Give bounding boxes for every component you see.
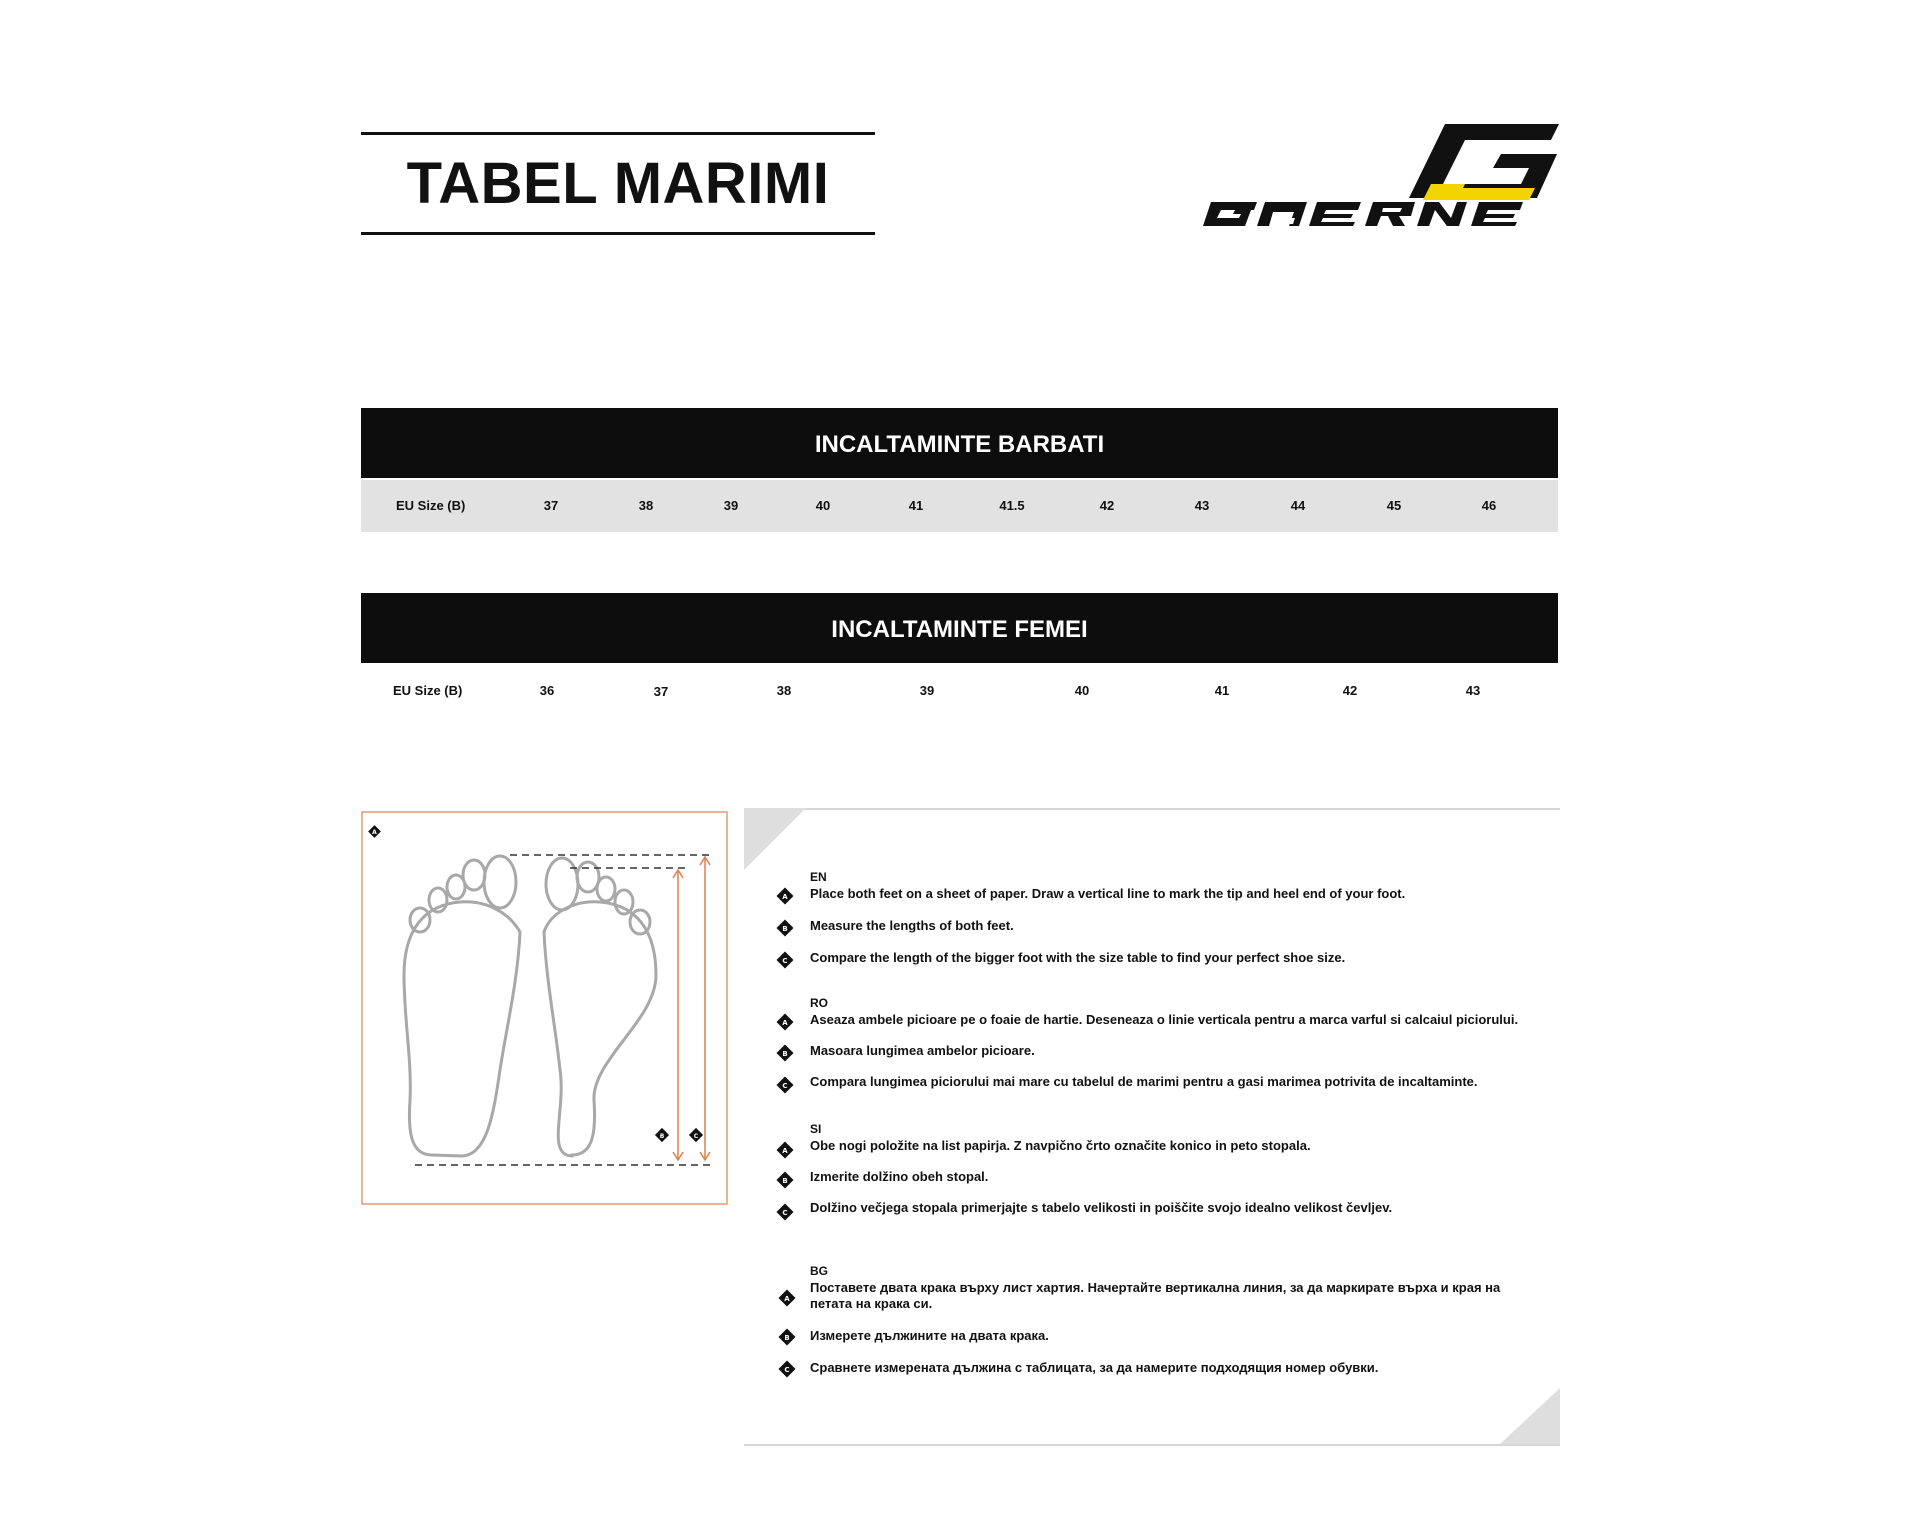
step-marker-a-icon xyxy=(777,1288,797,1308)
men-row-label: EU Size (B) xyxy=(396,498,466,513)
svg-text:A: A xyxy=(784,1295,790,1303)
svg-text:B: B xyxy=(782,1050,788,1058)
svg-text:B: B xyxy=(659,1133,665,1140)
step-text: Compare the length of the bigger foot with the size table to find your perfect shoe size. xyxy=(810,950,1346,965)
men-size-cell: 37 xyxy=(543,498,559,513)
step-text: Измерете дължините на двата крака. xyxy=(810,1328,1049,1343)
step-marker-c-icon xyxy=(775,1075,795,1095)
panel-corner-top-left xyxy=(744,808,806,870)
svg-text:B: B xyxy=(782,925,788,933)
svg-text:A: A xyxy=(782,1019,788,1027)
svg-text:A: A xyxy=(372,829,377,836)
svg-text:B: B xyxy=(784,1334,790,1342)
women-table-header: INCALTAMINTE FEMEI xyxy=(361,593,1558,663)
step-marker-b-icon xyxy=(775,918,795,938)
step-marker-b-icon xyxy=(775,1043,795,1063)
step-marker-c-icon xyxy=(775,950,795,970)
foot-measurement-diagram xyxy=(360,810,730,1206)
instructions-si xyxy=(770,1122,1530,1264)
lang-code: EN xyxy=(810,870,827,884)
women-size-cell: 43 xyxy=(1465,683,1481,698)
men-size-cell: 46 xyxy=(1481,498,1497,513)
right-foot-outline xyxy=(544,858,656,1156)
step-text: Masoara lungimea ambelor picioare. xyxy=(810,1043,1035,1058)
diagram-marker-a xyxy=(368,825,381,838)
svg-text:C: C xyxy=(784,1366,790,1374)
svg-text:C: C xyxy=(782,1209,788,1217)
svg-text:A: A xyxy=(782,893,788,901)
men-size-cell: 42 xyxy=(1099,498,1115,513)
svg-text:A: A xyxy=(782,1147,788,1155)
diagram-frame xyxy=(362,812,727,1204)
svg-text:C: C xyxy=(693,1133,699,1140)
panel-corner-bottom-right xyxy=(1500,1388,1560,1444)
step-marker-a-icon xyxy=(775,1140,795,1160)
men-size-cell: 39 xyxy=(723,498,739,513)
women-size-cell: 39 xyxy=(919,683,935,698)
instructions-list xyxy=(770,870,1530,1394)
men-size-cell: 40 xyxy=(815,498,831,513)
men-size-cell: 41.5 xyxy=(999,498,1025,513)
step-marker-b-icon xyxy=(775,1170,795,1190)
men-table-header: INCALTAMINTE BARBATI xyxy=(361,408,1558,478)
women-size-cell: 42 xyxy=(1342,683,1358,698)
title-top-rule xyxy=(361,132,875,135)
men-size-cell: 43 xyxy=(1194,498,1210,513)
step-text: Place both feet on a sheet of paper. Draw a vertical line to mark the tip and heel end of your foot. xyxy=(810,886,1406,901)
women-size-cell: 41 xyxy=(1214,683,1230,698)
women-size-cell: 36 xyxy=(539,683,555,698)
step-marker-c-icon xyxy=(777,1359,797,1379)
men-size-cell: 38 xyxy=(638,498,654,513)
page-title: TABEL MARIMI xyxy=(406,151,830,216)
step-marker-a-icon xyxy=(775,1012,795,1032)
svg-text:C: C xyxy=(782,1082,788,1090)
instructions-ro xyxy=(770,996,1530,1122)
logo-wordmark xyxy=(1203,202,1523,226)
women-size-cell: 40 xyxy=(1074,683,1090,698)
diagram-marker-c xyxy=(689,1128,703,1142)
instructions-en xyxy=(770,870,1530,996)
step-text: Dolžino večjega stopala primerjajte s tabelo velikosti in poiščite svojo idealno velikost čevljev. xyxy=(810,1200,1393,1215)
left-foot-outline xyxy=(404,856,520,1156)
step-text: Aseaza ambele picioare pe o foaie de hartie. Deseneaza o linie verticala pentru a marca varful si calcaiul piciorului. xyxy=(810,1012,1519,1027)
women-size-row xyxy=(361,665,1558,717)
men-size-cell: 45 xyxy=(1386,498,1402,513)
logo-g-mark xyxy=(1409,124,1559,200)
step-text: Сравнете измерената дължина с таблицата, за да намерите подходящия номер обувки. xyxy=(810,1360,1379,1375)
men-size-cell: 41 xyxy=(908,498,924,513)
step-marker-c-icon xyxy=(775,1202,795,1222)
step-text: Compara lungimea piciorului mai mare cu tabelul de marimi pentru a gasi marimea potrivita de incaltaminte. xyxy=(810,1074,1478,1089)
step-marker-b-icon xyxy=(777,1327,797,1347)
men-size-cell: 44 xyxy=(1290,498,1306,513)
step-text: Поставете двата крака върху лист хартия. Начертайте вертикална линия, за да маркирате върха и края на петата на крака си. xyxy=(810,1280,1501,1311)
women-row-label: EU Size (B) xyxy=(393,683,463,698)
title-bottom-rule xyxy=(361,232,875,235)
svg-text:C: C xyxy=(782,957,788,965)
step-text: Measure the lengths of both feet. xyxy=(810,918,1014,933)
lang-code: SI xyxy=(810,1122,822,1136)
diagram-marker-b xyxy=(655,1128,669,1142)
step-marker-a-icon xyxy=(775,886,795,906)
step-text: Izmerite dolžino obeh stopal. xyxy=(810,1169,989,1184)
men-size-row xyxy=(361,480,1558,532)
instructions-bg xyxy=(770,1264,1530,1394)
women-size-cell: 38 xyxy=(776,683,792,698)
gaerne-logo xyxy=(1195,118,1565,230)
women-size-cell: 37 xyxy=(653,684,669,699)
step-text: Obe nogi položite na list papirja. Z navpično črto označite konico in peto stopala. xyxy=(810,1138,1311,1153)
lang-code: RO xyxy=(810,996,828,1010)
lang-code: BG xyxy=(810,1264,828,1278)
svg-text:B: B xyxy=(782,1177,788,1185)
measure-arrows xyxy=(673,857,710,1160)
